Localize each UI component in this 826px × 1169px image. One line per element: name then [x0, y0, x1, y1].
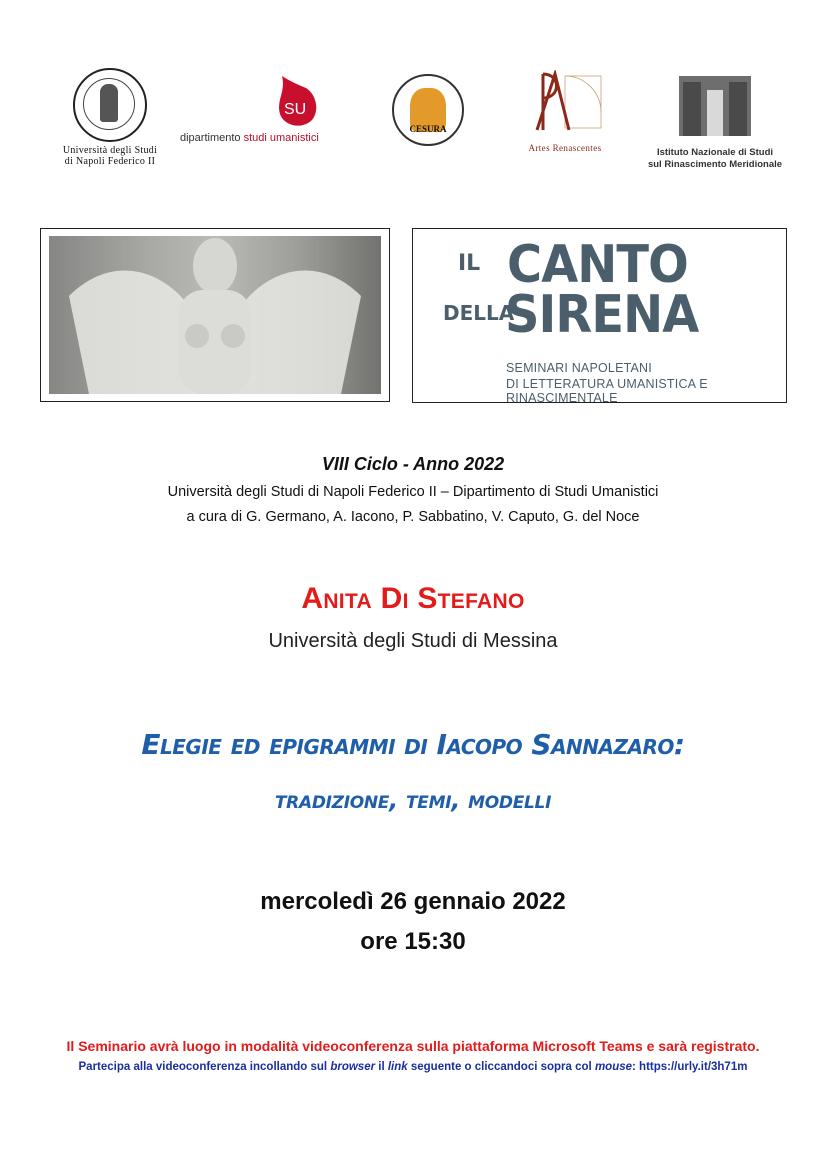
join-instructions: Partecipa alla videoconferenza incollando sul browser il link seguente o cliccandoci sopra col mouse: https://urly.it/3h71m	[78, 1061, 748, 1073]
event-time: ore 15:30	[360, 928, 466, 955]
cycle-year: VIII Ciclo - Anno 2022	[321, 454, 505, 474]
banner-sirena: SIRENA	[505, 285, 699, 345]
artes-renascentes-logo: Artes Renascentes	[520, 70, 610, 153]
istituto-logo-text: Istituto Nazionale di Studi sul Rinascimento Meridionale	[647, 147, 783, 170]
lecture-title-line2: tradizione, temi, modelli	[274, 786, 552, 814]
banner-subtitle-2: DI LETTERATURA UMANISTICA E RINASCIMENTALE	[506, 377, 708, 405]
artes-monogram-icon	[525, 70, 605, 132]
svg-text:SU: SU	[284, 101, 307, 118]
istituto-logo	[640, 76, 790, 171]
meeting-link[interactable]: : https://urly.it/3h71m	[632, 1061, 748, 1073]
unina-seal-icon	[73, 68, 147, 142]
lecture-title-line1: Elegie ed epigrammi di Iacopo Sannazaro:	[141, 728, 685, 761]
organizer-line: Università degli Studi di Napoli Federico II – Dipartimento di Studi Umanistici	[167, 484, 659, 500]
unina-logo	[60, 68, 160, 167]
banner-il: IL	[458, 251, 481, 276]
unina-logo-text: Università degli Studi di Napoli Federico II	[62, 145, 158, 167]
siren-statue-image	[40, 228, 390, 402]
curators-line: a cura di G. Germano, A. Iacono, P. Sabbatino, V. Caputo, G. del Noce	[186, 509, 640, 525]
banner-della: DELLA	[443, 301, 515, 325]
speaker-name: Anita Di Stefano	[301, 582, 525, 615]
cesura-emblem-icon: CESURA	[392, 74, 464, 146]
event-date: mercoledì 26 gennaio 2022	[260, 888, 566, 915]
banner-subtitle-1: SEMINARI NAPOLETANI	[506, 361, 652, 375]
statue-photo	[49, 236, 381, 394]
cesura-logo	[392, 74, 464, 146]
speaker-affiliation: Università degli Studi di Messina	[268, 630, 558, 652]
videoconference-note: Il Seminario avrà luogo in modalità videoconferenza sulla piattaforma Microsoft Teams e sarà registrato.	[66, 1038, 760, 1054]
banner-canto: CANTO	[507, 235, 688, 295]
canto-della-sirena-banner	[412, 228, 787, 403]
dsu-logo-text: dipartimento studi umanistici	[180, 132, 319, 144]
castle-icon	[679, 76, 751, 136]
dsu-mark-icon	[272, 70, 318, 130]
